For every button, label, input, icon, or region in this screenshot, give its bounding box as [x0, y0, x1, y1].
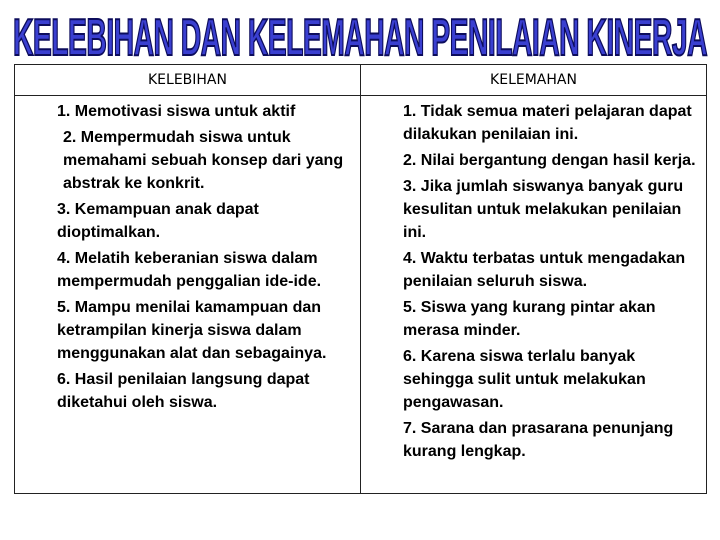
header-kelebihan: KELEBIHAN — [15, 65, 361, 96]
page-title: KELEBIHAN DAN KELEMAHAN PENILAIAN KINERJA — [13, 9, 708, 64]
kelemahan-item-1: 1. Tidak semua materi pelajaran dapat dilakukan penilaian ini. — [403, 103, 692, 143]
table-row — [15, 96, 707, 494]
kelebihan-item-5: 5. Mampu menilai kamampuan dan ketrampilan kinerja siswa dalam menggunakan alat dan sebagainya. — [57, 299, 327, 362]
kelemahan-item-7: 7. Sarana dan prasarana penunjang kurang lengkap. — [403, 420, 674, 460]
title-banner — [0, 2, 720, 64]
kelebihan-column — [15, 96, 361, 494]
kelebihan-item-4: 4. Melatih keberanian siswa dalam mempermudah penggalian ide-ide. — [57, 250, 322, 290]
kelebihan-item-1: 1. Memotivasi siswa untuk aktif — [57, 103, 296, 120]
kelebihan-item-2: 2. Mempermudah siswa untuk memahami sebuah konsep dari yang abstrak ke konkrit. — [63, 129, 344, 192]
header-kelemahan: KELEMAHAN — [361, 65, 707, 96]
kelemahan-column — [361, 96, 707, 494]
kelebihan-item-3: 3. Kemampuan anak dapat dioptimalkan. — [57, 201, 259, 241]
title-wordart — [0, 2, 720, 64]
kelemahan-item-6: 6. Karena siswa terlalu banyak sehingga sulit untuk melakukan pengawasan. — [403, 348, 646, 411]
kelemahan-item-2: 2. Nilai bergantung dengan hasil kerja. — [403, 152, 696, 169]
table-header-row — [15, 65, 707, 96]
kelebihan-item-6: 6. Hasil penilaian langsung dapat diketahui oleh siswa. — [57, 371, 310, 411]
kelemahan-item-4: 4. Waktu terbatas untuk mengadakan penilaian seluruh siswa. — [403, 250, 686, 290]
kelemahan-item-3: 3. Jika jumlah siswanya banyak guru kesulitan untuk melakukan penilaian ini. — [403, 178, 684, 241]
kelemahan-item-5: 5. Siswa yang kurang pintar akan merasa minder. — [403, 299, 656, 339]
comparison-table — [14, 64, 707, 494]
